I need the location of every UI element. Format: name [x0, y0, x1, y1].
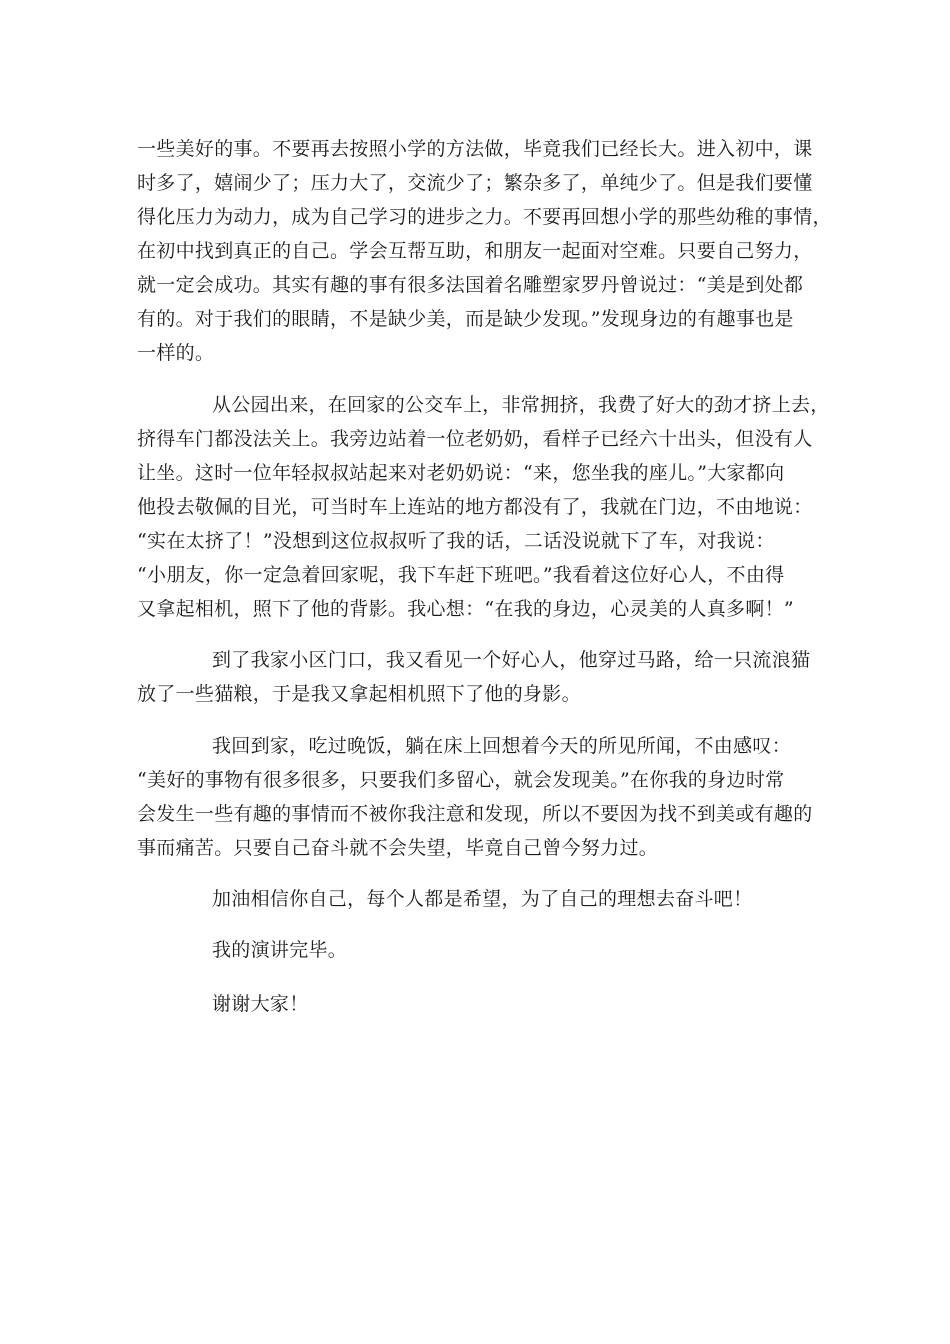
text-line: 就一定会成功。其实有趣的事有很多法国着名雕塑家罗丹曾说过：“美是到处都 — [137, 274, 804, 296]
text-line: 谢谢大家！ — [212, 993, 309, 1015]
text-line: 加油相信你自己，每个人都是希望，为了自己的理想去奋斗吧！ — [212, 888, 753, 910]
text-line: 有的。对于我们的眼睛，不是缺少美，而是缺少发现。”发现身边的有趣事也是 — [137, 308, 794, 330]
text-line: 到了我家小区门口，我又看见一个好心人，他穿过马路，给一只流浪猫 — [212, 649, 811, 671]
text-line: 在初中找到真正的自己。学会互帮互助，和朋友一起面对空难。只要自己努力， — [137, 240, 813, 262]
text-line: 让坐。这时一位年轻叔叔站起来对老奶奶说：“来，您坐我的座儿。”大家都向 — [137, 462, 785, 484]
text-line: 放了一些猫粮，于是我又拿起相机照下了他的身影。 — [137, 683, 581, 705]
text-line: 从公园出来，在回家的公交车上，非常拥挤，我费了好大的劲才挤上去， — [212, 394, 830, 416]
text-line: 我的演讲完毕。 — [212, 939, 348, 961]
text-line: 事而痛苦。只要自己奋斗就不会失望，毕竟自己曾今努力过。 — [137, 837, 659, 859]
text-line: 又拿起相机，照下了他的背影。我心想：“在我的身边，心灵美的人真多啊！” — [137, 598, 794, 620]
text-line: 得化压力为动力，成为自己学习的进步之力。不要再回想小学的那些幼稚的事情， — [137, 206, 832, 228]
text-line: 一样的。 — [137, 342, 215, 364]
text-line: 他投去敬佩的目光，可当时车上连站的地方都没有了，我就在门边，不由地说： — [137, 496, 813, 518]
text-line: 时多了，嬉闹少了；压力大了，交流少了；繁杂多了，单纯少了。但是我们要懂 — [137, 172, 813, 194]
text-line: “实在太挤了！”没想到这位叔叔听了我的话，二话没说就下了车，对我说： — [137, 530, 775, 552]
text-line: 会发生一些有趣的事情而不被你我注意和发现，所以不要因为找不到美或有趣的 — [137, 803, 813, 825]
text-line: 我回到家，吃过晚饭，躺在床上回想着今天的所见所闻，不由感叹： — [212, 735, 792, 757]
text-line: “美好的事物有很多很多，只要我们多留心，就会发现美。”在你我的身边时常 — [137, 769, 785, 791]
text-line: “小朋友，你一定急着回家呢，我下车赶下班吧。”我看着这位好心人，不由得 — [137, 564, 785, 586]
text-line: 挤得车门都没法关上。我旁边站着一位老奶奶，看样子已经六十出头，但没有人 — [137, 428, 813, 450]
text-line: 一些美好的事。不要再去按照小学的方法做，毕竟我们已经长大。进入初中，课 — [137, 138, 813, 160]
